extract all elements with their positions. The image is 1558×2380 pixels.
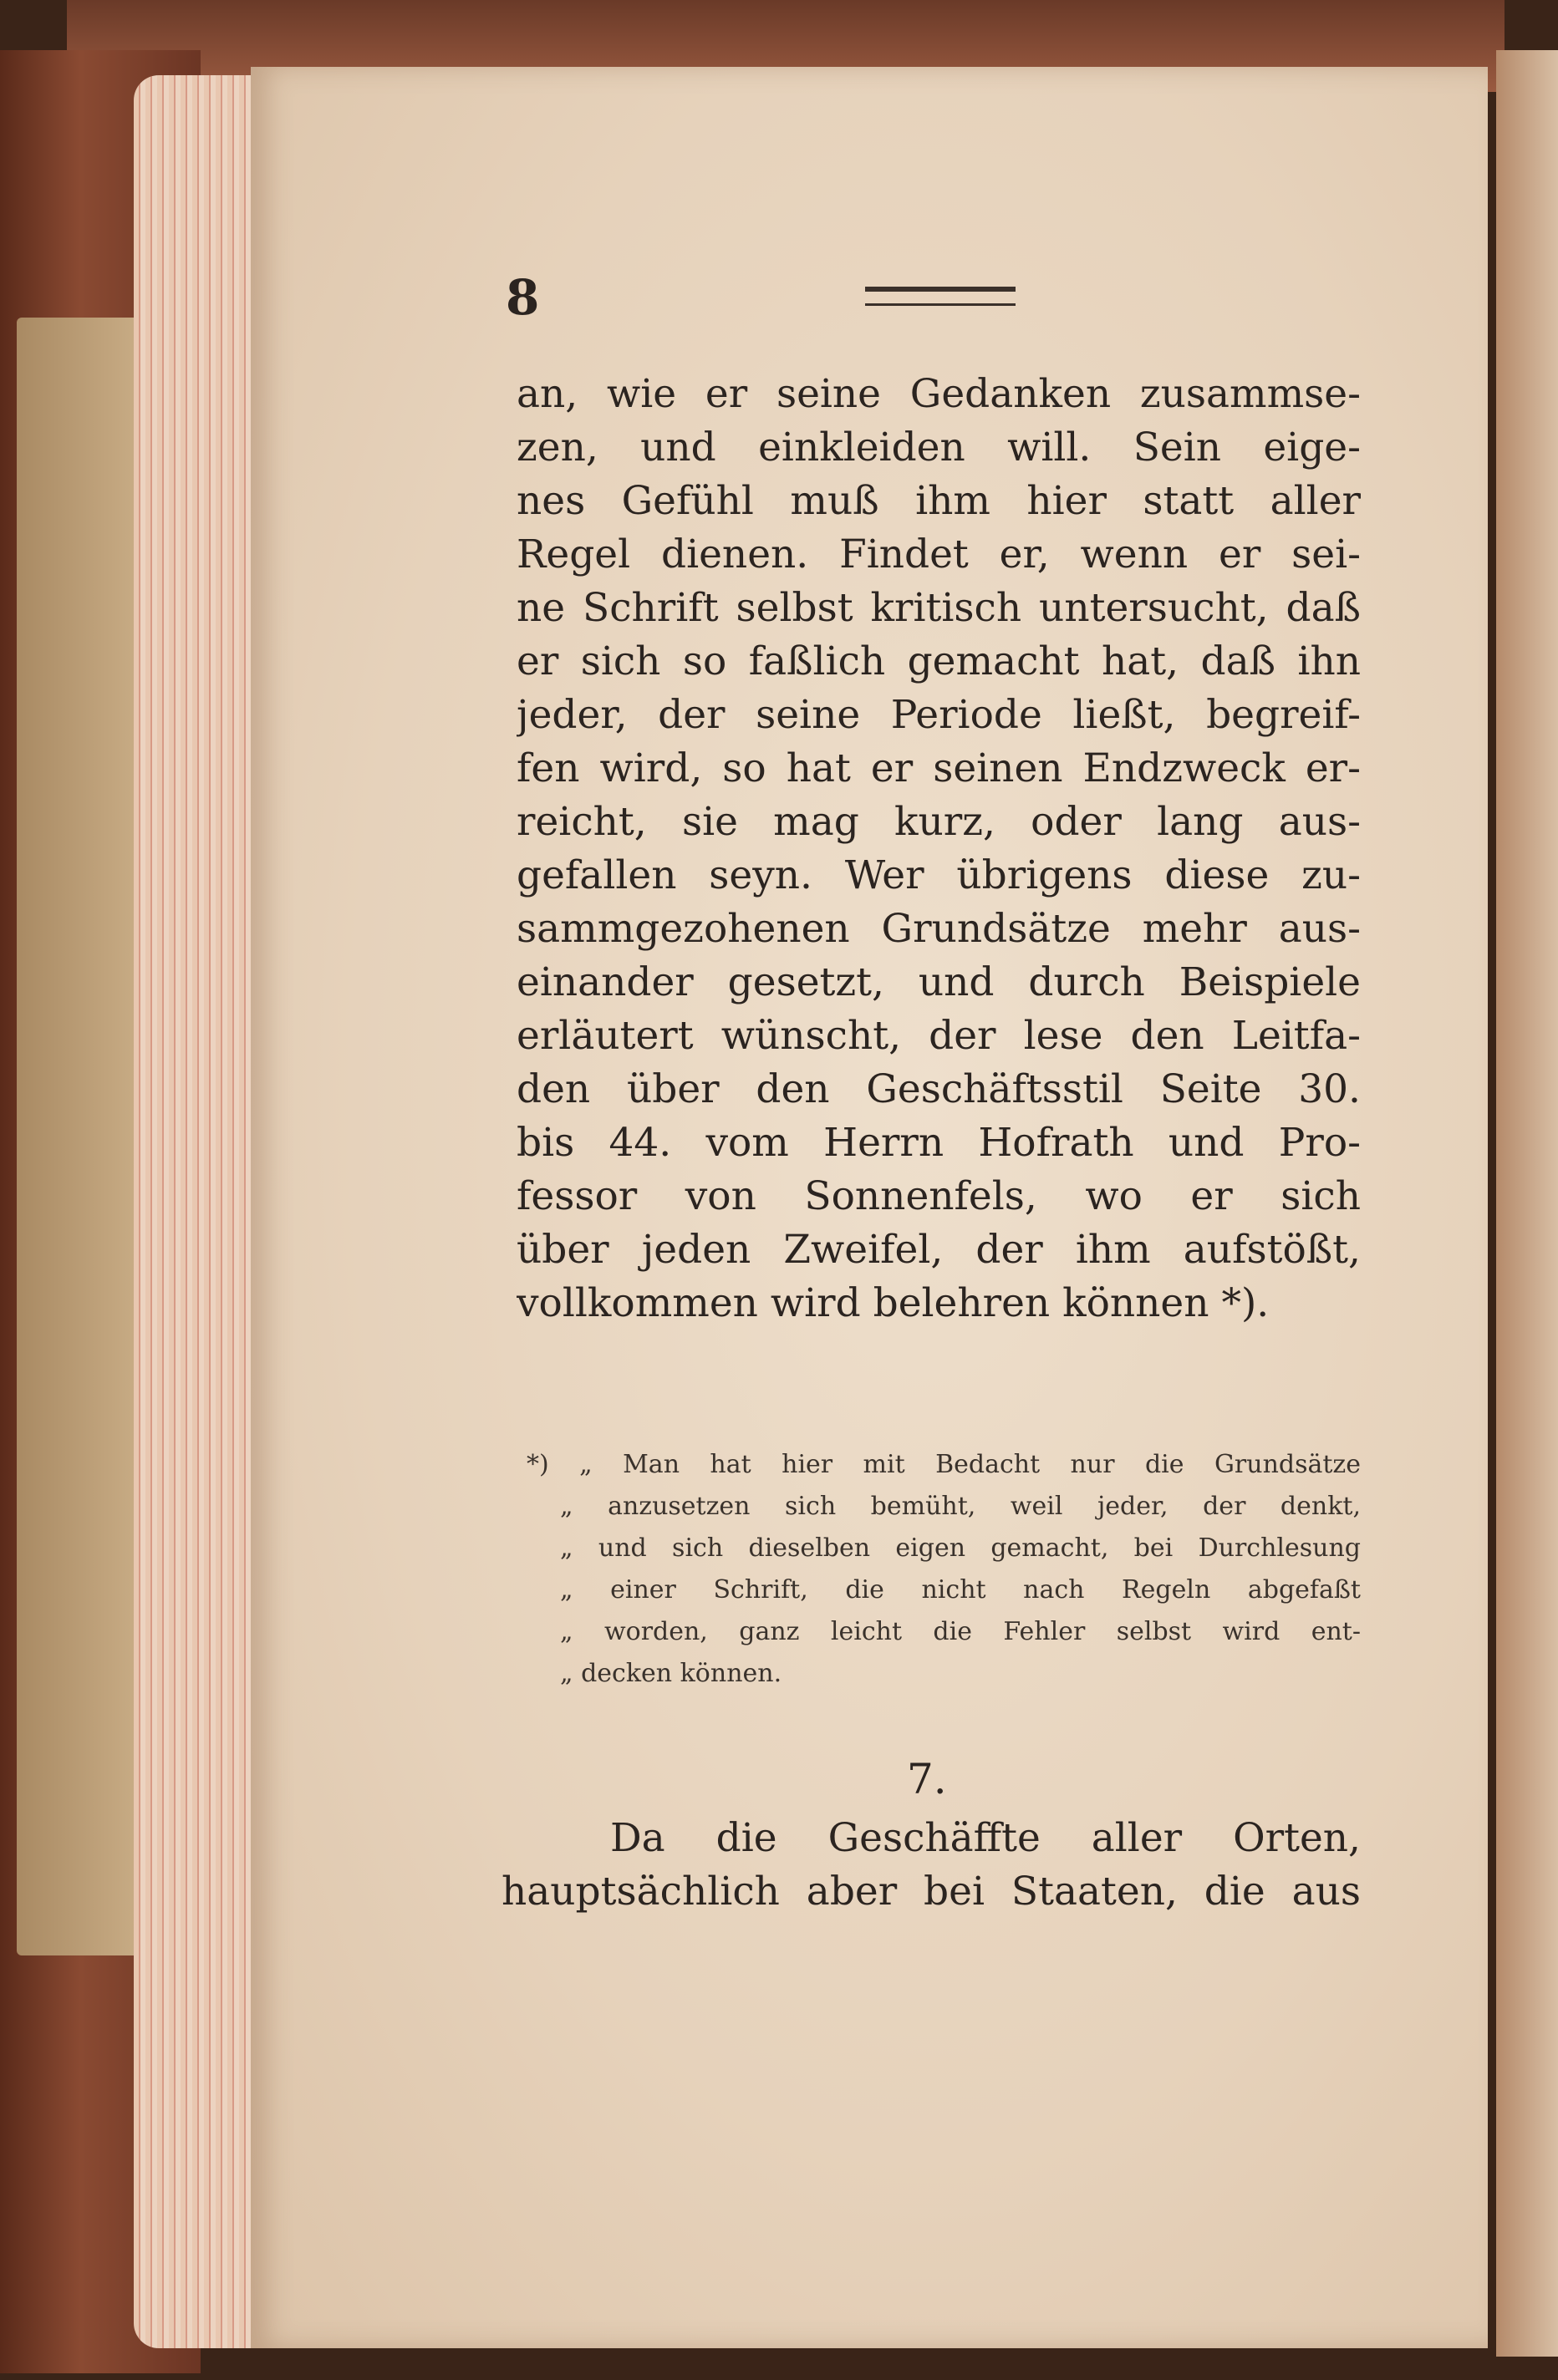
- section-text: [502, 1812, 1361, 1919]
- text-line: erläutert wünscht, der lese den Leitfa-: [517, 1013, 1361, 1059]
- text-line: Da die Geschäffte aller Orten,: [610, 1815, 1361, 1861]
- text-line: gefallen seyn. Wer übrigens diese zu-: [517, 852, 1361, 898]
- footnote-line: „ worden, ganz leicht die Fehler selbst wird ent-: [560, 1617, 1361, 1646]
- text-line: reicht, sie mag kurz, oder lang aus-: [517, 799, 1361, 845]
- text-line: einander gesetzt, und durch Beispiele: [517, 959, 1361, 1005]
- body-text: [517, 368, 1361, 1330]
- text-line: nes Gefühl muß ihm hier statt aller: [517, 478, 1361, 524]
- text-line: vollkommen wird belehren können *).: [517, 1280, 1270, 1326]
- text-line: an, wie er seine Gedanken zusammse-: [517, 371, 1361, 417]
- facing-page-edge: [1496, 50, 1558, 2357]
- text-line: sammgezohenen Grundsätze mehr aus-: [517, 906, 1361, 952]
- text-line: ne Schrift selbst kritisch untersucht, daß: [517, 585, 1361, 631]
- text-line: hauptsächlich aber bei Staaten, die aus: [502, 1869, 1361, 1915]
- text-line: bis 44. vom Herrn Hofrath und Pro-: [517, 1120, 1361, 1166]
- footnote-line: „ und sich dieselben eigen gemacht, bei Durchlesung: [560, 1533, 1361, 1563]
- footnote-line: „ decken können.: [560, 1659, 782, 1688]
- header-rule: [865, 287, 1016, 306]
- footnote-line: *) „ Man hat hier mit Bedacht nur die Grundsätze: [527, 1450, 1361, 1479]
- text-line: er sich so faßlich gemacht hat, daß ihn: [517, 638, 1361, 684]
- text-line: den über den Geschäftsstil Seite 30.: [517, 1066, 1361, 1112]
- text-line: Regel dienen. Findet er, wenn er sei-: [517, 531, 1361, 577]
- text-line: jeder, der seine Periode ließt, begreif-: [517, 692, 1361, 738]
- page-number: 8: [506, 269, 540, 326]
- section-number: 7.: [907, 1755, 947, 1803]
- text-line: zen, und einkleiden will. Sein eige-: [517, 425, 1361, 470]
- footnote-line: „ anzusetzen sich bemüht, weil jeder, der denkt,: [560, 1492, 1361, 1521]
- footnote-line: „ einer Schrift, die nicht nach Regeln abgefaßt: [560, 1575, 1361, 1604]
- text-line: fen wird, so hat er seinen Endzweck er-: [517, 745, 1361, 791]
- cover-flap: [17, 318, 142, 1955]
- text-line: fessor von Sonnenfels, wo er sich: [517, 1173, 1361, 1219]
- text-line: über jeden Zweifel, der ihm aufstößt,: [517, 1227, 1361, 1273]
- footnote: [527, 1444, 1361, 1695]
